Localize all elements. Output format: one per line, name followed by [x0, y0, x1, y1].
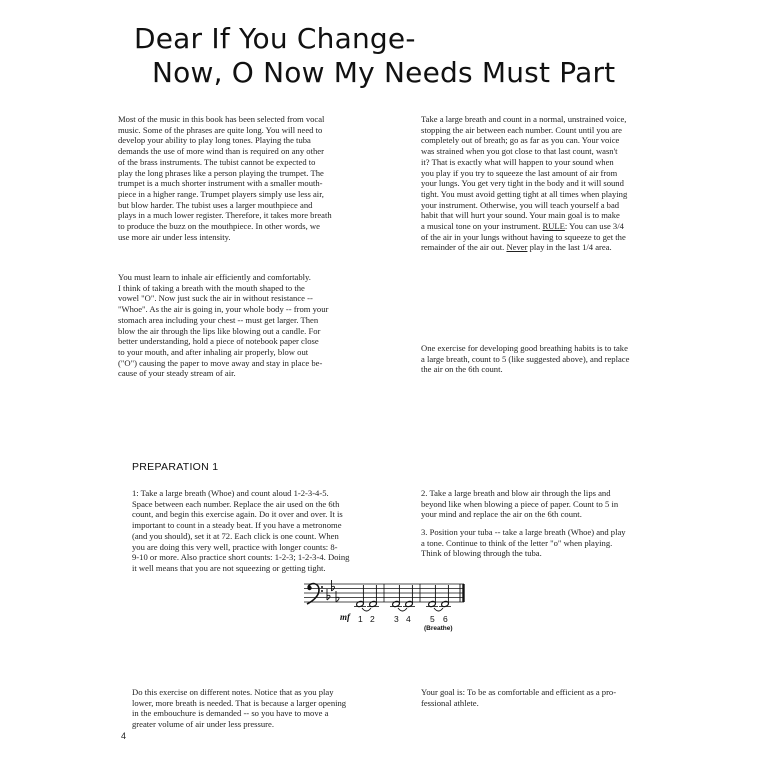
text-line: in the embouchure is demanded -- so you have to move a [132, 708, 329, 719]
text-line: develop your ability to play long tones. Playing the tuba [118, 135, 311, 146]
text-line: use more air under less intensity. [118, 231, 231, 242]
text-line: 9-10 or more. Also practice short counts: 1-2-3; 1-2-3-4. Doing [132, 552, 350, 563]
text-line: you play if you try to squeeze the last amount of air from [421, 167, 618, 178]
never-line [421, 242, 627, 253]
text-line: plays in a much lower register. Therefore, it takes more breath [118, 210, 332, 221]
text-line: it well means that you are not squeezing or getting tight. [132, 562, 326, 573]
text-line: your mind and replace the air on the 6th count. [421, 509, 582, 520]
text-line: music. Some of the phrases are quite long. You will need to [118, 124, 323, 135]
text-line: of the brass instruments. The tubist cannot be expected to [118, 156, 316, 167]
text-line: completely out of breath; go as far as you can. Your voice [421, 135, 620, 146]
dynamic-marking: mf [340, 612, 350, 622]
text-line: Space between each number. Replace the air used on the 6th [132, 498, 340, 509]
count-label: 6 [443, 614, 448, 624]
text-line: I think of taking a breath with the mouth shaped to the [118, 282, 305, 293]
page-number: 4 [121, 731, 127, 741]
breathe-label: (Breathe) [424, 625, 453, 632]
count-label: 5 [430, 614, 435, 624]
text-line: tight. You must avoid getting tight at all times when playing [421, 188, 628, 199]
text-line: Do this exercise on different notes. Notice that as you play [132, 687, 334, 697]
count-label: 3 [394, 614, 399, 624]
count-label: 1 [358, 614, 363, 624]
text-line: a large breath, count to 5 (like suggested above), and replace [421, 353, 630, 364]
text-line: Think of blowing through the tuba. [421, 548, 542, 559]
closing-left-paragraph [132, 687, 346, 730]
text-line: "Whoe". As the air is going in, your whole body -- from your [118, 304, 329, 315]
text-line: lower, more breath is needed. That is because a larger opening [132, 697, 347, 708]
text-line: play the long phrases like a person playing the trumpet. The [118, 167, 324, 178]
music-staff-svg [300, 578, 470, 658]
exercise-paragraph [421, 343, 629, 375]
rule-keyword: RULE [542, 221, 565, 232]
step-3-paragraph [421, 527, 626, 559]
text-line: (and you should), set it at 72. Each click is one count. When [132, 530, 339, 541]
text-line: 3. Position your tuba -- take a large breath (Whoe) and play [421, 527, 626, 537]
count-label: 2 [370, 614, 375, 624]
text-line: to produce the buzz on the mouthpiece. In other words, we [118, 221, 320, 232]
bass-clef-icon [307, 584, 323, 604]
step-2-paragraph [421, 488, 618, 520]
text-line: One exercise for developing good breathing habits is to take [421, 343, 628, 353]
never-keyword: Never [506, 242, 528, 253]
text-line: the air on the 6th count. [421, 364, 503, 375]
text-line: your instrument. Otherwise, you will teach yourself a bad [421, 199, 620, 210]
rule-line [421, 221, 627, 232]
text-line: count, and begin this exercise again. Do it over and over. It is [132, 509, 343, 520]
step-1-paragraph [132, 488, 349, 574]
text-line: trumpet is a much shorter instrument with a smaller mouth- [118, 178, 323, 189]
text-line: but blow harder. The tubist uses a larger mouthpiece and [118, 199, 313, 210]
rule-line-post: : You can use 3/4 [564, 221, 624, 232]
text-line: stomach area including your chest -- must get larger. Then [118, 314, 319, 325]
intro-right-paragraph [421, 114, 627, 253]
text-line: ("O") causing the paper to move away and stay in place be- [118, 357, 323, 368]
page-title-line-1: Dear If You Change- [134, 22, 416, 55]
text-line: demands the use of more wind than is required on any other [118, 146, 324, 157]
text-line: to your mouth, and after inhaling air properly, blow out [118, 346, 309, 357]
text-line: it? That is exactly what will happen to your sound when [421, 156, 614, 167]
intro-left-paragraph [118, 114, 332, 242]
tie [398, 608, 407, 611]
text-line: was strained when you got close to that last count, wasn't [421, 146, 618, 157]
text-line: blow the air through the lips like blowing out a candle. For [118, 325, 321, 336]
count-label: 4 [406, 614, 411, 624]
page-title-line-2: Now, O Now My Needs Must Part [152, 56, 616, 89]
inhale-paragraph [118, 272, 328, 379]
never-line-post: play in the last 1/4 area. [527, 242, 612, 253]
never-line-pre: remainder of the air out. [421, 242, 507, 253]
text-line: of the air in your lungs without having to squeeze to get the [421, 231, 626, 242]
text-line: 1: Take a large breath (Whoe) and count aloud 1-2-3-4-5. [132, 488, 329, 498]
tie [434, 608, 443, 611]
preparation-heading: PREPARATION 1 [132, 461, 219, 473]
text-line: stopping the air between each number. Count until you are [421, 124, 622, 135]
text-line: fessional athlete. [421, 697, 479, 708]
text-line: cause of your steady stream of air. [118, 368, 236, 379]
tie [362, 608, 371, 611]
text-line: vowel "O". Now just suck the air in without resistance -- [118, 293, 313, 304]
key-signature-flats-icon [327, 580, 339, 602]
text-line: 2. Take a large breath and blow air through the lips and [421, 488, 611, 498]
text-line: your lungs. You get very tight in the body and it will sound [421, 178, 624, 189]
text-line: Your goal is: To be as comfortable and efficient as a pro- [421, 687, 617, 697]
closing-right-paragraph [421, 687, 616, 708]
music-example [300, 578, 470, 658]
text-line: important to count in a steady beat. If you have a metronome [132, 520, 342, 531]
text-line: greater volume of air under less pressure. [132, 719, 274, 730]
text-line: piece in a higher range. Trumpet players simply use less air, [118, 188, 324, 199]
text-line: habit that will hurt your sound. Your main goal is to make [421, 210, 620, 221]
text-line: Most of the music in this book has been selected from vocal [118, 114, 325, 124]
text-line: beyond like when blowing a piece of paper. Count to 5 in [421, 498, 619, 509]
text-line: You must learn to inhale air efficiently and comfortably. [118, 272, 311, 282]
rule-line-pre: a musical tone on your instrument. [421, 221, 543, 232]
text-line: a tone. Continue to think of the letter "o" when playing. [421, 537, 613, 548]
text-line: better understanding, hold a piece of notebook paper close [118, 336, 319, 347]
text-line: you are doing this very well, practice with longer counts: 8- [132, 541, 338, 552]
text-line: Take a large breath and count in a normal, unstrained voice, [421, 114, 627, 124]
